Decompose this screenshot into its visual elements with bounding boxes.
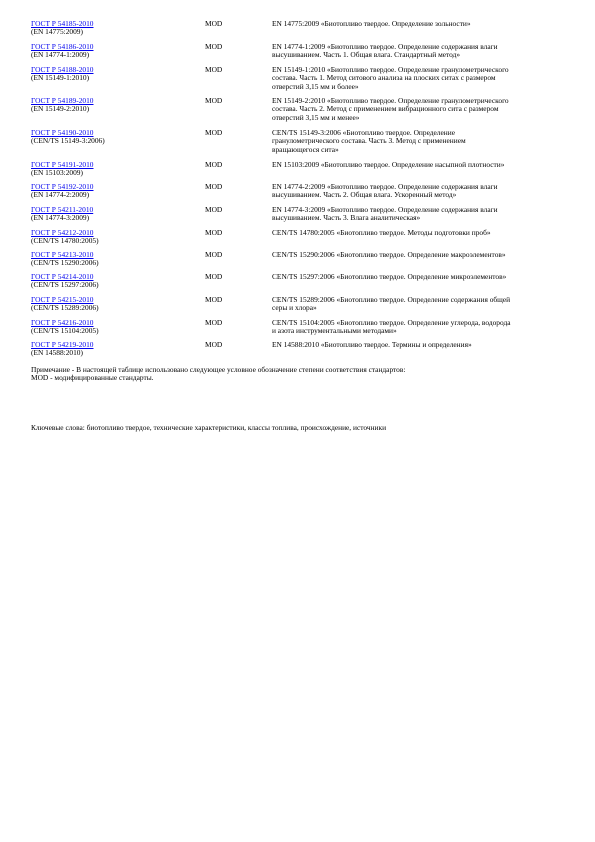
degree-of-conformity: MOD	[205, 318, 223, 327]
standard-title: CEN/TS 15297:2006 «Биотопливо твердое. Определение микроэлементов»	[272, 272, 507, 281]
standard-link[interactable]: ГОСТ Р 54192-2010	[31, 182, 94, 191]
standard-title: CEN/TS 14780:2005 «Биотопливо твердое. Методы подготовки проб»	[272, 228, 491, 237]
standard-title: EN 15149-2:2010 «Биотопливо твердое. Определение гранулометрического состава. Часть 2. Метод с применением вибрационного сита с размером отверстий 3,15 мм и менее»	[272, 96, 509, 122]
standard-title: EN 15103:2009 «Биотопливо твердое. Определение насыпной плотности»	[272, 160, 505, 169]
keywords: Ключевые слова: биотопливо твердое, технические характеристики, классы топлива, происхождение, источники	[31, 423, 387, 432]
standard-title: EN 14774-2:2009 «Биотопливо твердое. Определение содержания влаги высушиванием. Часть 2. Общая влага. Ускоренный метод»	[272, 182, 498, 200]
degree-of-conformity: MOD	[205, 272, 223, 281]
standard-title: EN 14774-1:2009 «Биотопливо твердое. Определение содержания влаги высушиванием. Часть 1. Общая влага. Стандартный метод»	[272, 42, 498, 60]
note-line: MOD - модифицированные стандарты.	[31, 373, 154, 383]
standard-title: EN 14774-3:2009 «Биотопливо твердое. Определение содержания влаги высушиванием. Часть 3. Влага аналитическая»	[272, 205, 498, 223]
standard-link[interactable]: ГОСТ Р 54219-2010	[31, 340, 94, 349]
original-standard: (CEN/TS 15149-3:2006)	[31, 136, 105, 146]
standard-link[interactable]: ГОСТ Р 54214-2010	[31, 272, 94, 281]
standard-link[interactable]: ГОСТ Р 54190-2010	[31, 128, 94, 137]
original-standard: (CEN/TS 15297:2006)	[31, 280, 99, 290]
original-standard: (CEN/TS 15289:2006)	[31, 303, 99, 313]
standard-link[interactable]: ГОСТ Р 54191-2010	[31, 160, 94, 169]
standard-link[interactable]: ГОСТ Р 54189-2010	[31, 96, 94, 105]
standard-title: CEN/TS 15289:2006 «Биотопливо твердое. Определение содержания общей серы и хлора»	[272, 295, 511, 313]
degree-of-conformity: MOD	[205, 295, 223, 304]
standard-link[interactable]: ГОСТ Р 54213-2010	[31, 250, 94, 259]
standard-title: CEN/TS 15104:2005 «Биотопливо твердое. Определение углерода, водорода и азота инструментальными методами»	[272, 318, 511, 336]
degree-of-conformity: MOD	[205, 205, 223, 214]
original-standard: (EN 15149-2:2010)	[31, 104, 90, 114]
degree-of-conformity: MOD	[205, 19, 223, 28]
original-standard: (EN 14774-1:2009)	[31, 50, 90, 60]
standard-link[interactable]: ГОСТ Р 54211-2010	[31, 205, 94, 214]
degree-of-conformity: MOD	[205, 250, 223, 259]
standard-link[interactable]: ГОСТ Р 54215-2010	[31, 295, 94, 304]
standard-link[interactable]: ГОСТ Р 54188-2010	[31, 65, 94, 74]
original-standard: (CEN/TS 15290:2006)	[31, 258, 99, 268]
original-standard: (EN 15103:2009)	[31, 168, 83, 178]
standard-title: EN 15149-1:2010 «Биотопливо твердое. Определение гранулометрического состава. Часть 1. Метод ситового анализа на плоских ситах с размером отверстий 3,15 мм и более»	[272, 65, 509, 91]
original-standard: (CEN/TS 15104:2005)	[31, 326, 99, 336]
original-standard: (EN 14774-3:2009)	[31, 213, 90, 223]
degree-of-conformity: MOD	[205, 42, 223, 51]
degree-of-conformity: MOD	[205, 96, 223, 105]
standard-title: EN 14775:2009 «Биотопливо твердое. Определение зольности»	[272, 19, 471, 28]
standard-title: CEN/TS 15149-3:2006 «Биотопливо твердое. Определение гранулометрического состава. Часть 3. Метод с применением вращающегося сита»	[272, 128, 466, 154]
original-standard: (CEN/TS 14780:2005)	[31, 236, 99, 246]
note-line: Примечание - В настоящей таблице использовано следующее условное обозначение степени соответствия стандартов:	[31, 365, 406, 374]
degree-of-conformity: MOD	[205, 340, 223, 349]
standard-link[interactable]: ГОСТ Р 54186-2010	[31, 42, 94, 51]
degree-of-conformity: MOD	[205, 65, 223, 74]
table-note	[31, 366, 576, 383]
degree-of-conformity: MOD	[205, 228, 223, 237]
standard-link[interactable]: ГОСТ Р 54216-2010	[31, 318, 94, 327]
standard-link[interactable]: ГОСТ Р 54212-2010	[31, 228, 94, 237]
original-standard: (EN 15149-1:2010)	[31, 73, 90, 83]
standard-link[interactable]: ГОСТ Р 54185-2010	[31, 19, 94, 28]
standard-title: CEN/TS 15290:2006 «Биотопливо твердое. Определение макроэлементов»	[272, 250, 506, 259]
original-standard: (EN 14588:2010)	[31, 348, 83, 358]
degree-of-conformity: MOD	[205, 182, 223, 191]
degree-of-conformity: MOD	[205, 160, 223, 169]
original-standard: (EN 14774-2:2009)	[31, 190, 90, 200]
original-standard: (EN 14775:2009)	[31, 27, 83, 37]
standard-title: EN 14588:2010 «Биотопливо твердое. Термины и определения»	[272, 340, 472, 349]
degree-of-conformity: MOD	[205, 128, 223, 137]
